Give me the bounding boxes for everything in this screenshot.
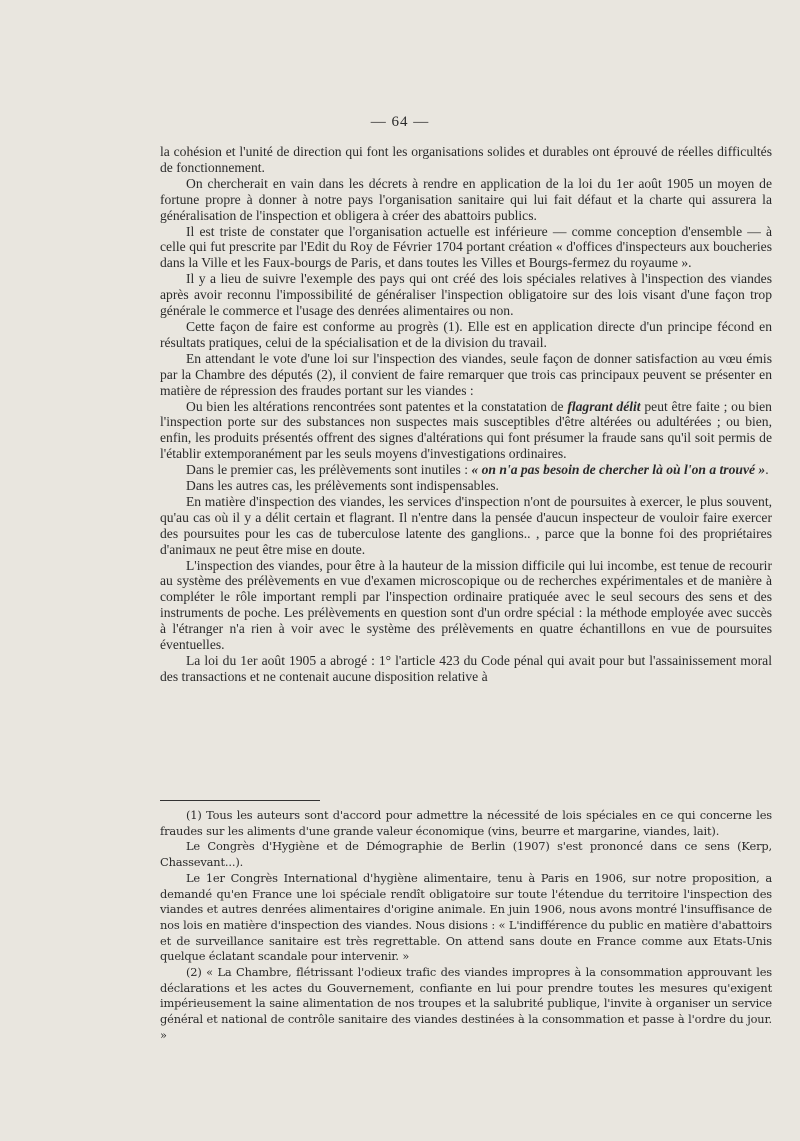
paragraph-3: Il est triste de constater que l'organisation actuelle est inférieure — comme conception d'ensemble — à celle qui fut prescrite par l'Edit du Roy de Février 1704 portant création « d'offices d'inspecteurs aux boucheries dans la Ville et les Faux-bourgs de Paris, et dans toutes les Villes et Bourgs-fermez du royaume ». [160, 223, 772, 271]
footnote-1-cont-a: Le Congrès d'Hygiène et de Démographie de Berlin (1907) s'est prononcé dans ce sens (Kerp, Chassevant...). [160, 839, 772, 870]
quotation-end: . [765, 462, 769, 478]
footnote-2: (2) « La Chambre, flétrissant l'odieux trafic des viandes impropres à la consommation approuvant les déclarations et les actes du Gouvernement, confiante en lui pour prendre toutes les mesures qu'exigent impérieusement la saine alimentation de nos troupes et la salubrité publique, l'invite à organiser un service général et national de contrôle sanitaire des viandes destinées à la consommation et passe à l'ordre du jour. » [160, 965, 772, 1042]
footnote-divider [160, 800, 320, 801]
paragraph-10: En matière d'inspection des viandes, les services d'inspection n'ont de poursuites à exercer, le plus souvent, qu'au cas où il y a délit certain et flagrant. Il n'entre dans la pensée d'aucun inspecteur de vouloir faire exercer des poursuites pour les cas de tuberculose latente des ganglions.. , parce que la bonne foi des propriétaires d'animaux ne peut être mise en doute. [160, 493, 772, 557]
paragraph-8-start: Dans le premier cas, les prélèvements sont inutiles : [186, 462, 468, 478]
paragraph-1: la cohésion et l'unité de direction qui font les organisations solides et durables ont éprouvé de réelles difficultés de fonctionnement. [160, 144, 772, 175]
paragraph-7 [160, 399, 772, 463]
paragraph-5: Cette façon de faire est conforme au progrès (1). Elle est en application directe d'un principe fécond en résultats pratiques, celui de la spécialisation et de la division du travail. [160, 318, 772, 350]
paragraph-11: L'inspection des viandes, pour être à la hauteur de la mission difficile qui lui incombe, est tenue de recourir au système des prélèvements en vue d'examen microscopique ou de recherches expérimentales et de manière à compléter le rôle important rempli par l'inspection ordinaire pratiquée avec le seul secours des sens et des instruments de poche. Les prélèvements en question sont d'un ordre spécial : la méthode employée avec succès à l'étranger n'a rien à voir avec le système des prélèvements en quatre échantillons en vue de poursuites éventuelles. [160, 557, 772, 653]
paragraph-4: Il y a lieu de suivre l'exemple des pays qui ont créé des lois spéciales relatives à l'inspection des viandes après avoir reconnu l'impossibilité de généraliser l'inspection obligatoire sur des lois visant d'une façon trop générale le commerce et l'usage des denrées alimentaires ou non. [160, 271, 772, 319]
quotation: « on n'a pas besoin de chercher là où l'on a trouvé » [471, 462, 766, 478]
page-number: — 64 — [370, 114, 430, 130]
footnote-1-cont-b: Le 1er Congrès International d'hygiène alimentaire, tenu à Paris en 1906, sur notre proposition, a demandé qu'en France une loi spéciale rendît obligatoire sur toute l'étendue du territoire l'inspection des viandes et autres denrées alimentaires d'origine animale. En juin 1906, nous avons montré l'insuffisance de nos lois en matière d'inspection des viandes. Nous disions : « L'indifférence du public en matière d'abattoirs et de surveillance sanitaire est très regrettable. On attend sans doute en France comme aux Etats-Unis quelque éclatant scandale pour intervenir. » [160, 870, 772, 964]
paragraph-6: En attendant le vote d'une loi sur l'inspection des viandes, seule façon de donner satisfaction au vœu émis par la Chambre des députés (2), il convient de faire remarquer que trois cas principaux peuvent se présenter en matière de répression des fraudes portant sur les viandes : [160, 350, 772, 398]
paragraph-7-rest: peut être faite ; ou bien l'inspection porte sur des substances non suspectes mais susceptibles d'être altérées ou adultérées ; ou bien, enfin, les produits présentés offrent des signes d'altérations qui font présumer la fraude sans qu'il soit permis de l'établir extemporanément par les seuls moyens d'investigations ordinaires. [160, 398, 772, 462]
paragraph-12: La loi du 1er août 1905 a abrogé : 1° l'article 423 du Code pénal qui avait pour but l'assainissement moral des transactions et ne contenait aucune disposition relative à [160, 653, 772, 684]
paragraph-9: Dans les autres cas, les prélèvements sont indispensables. [186, 478, 499, 494]
footnotes [160, 808, 772, 1044]
footnote-1: (1) Tous les auteurs sont d'accord pour admettre la nécessité de lois spéciales en ce qui concerne les fraudes sur les aliments d'une grande valeur économique (vins, beurre et margarine, viandes, lait). [160, 808, 772, 838]
body-text [160, 144, 772, 685]
flagrant-delit: flagrant délit [567, 398, 641, 414]
paragraph-2: On chercherait en vain dans les décrets à rendre en application de la loi du 1er août 1905 un moyen de fortune propre à donner à notre pays l'organisation sanitaire qui lui fait défaut et la charte qui assurera la généralisation de l'inspection et obligera à créer des abattoirs publics. [160, 175, 772, 223]
paragraph-8 [160, 462, 772, 478]
paragraph-7-start: Ou bien les altérations rencontrées sont patentes et la constatation de [186, 398, 564, 414]
